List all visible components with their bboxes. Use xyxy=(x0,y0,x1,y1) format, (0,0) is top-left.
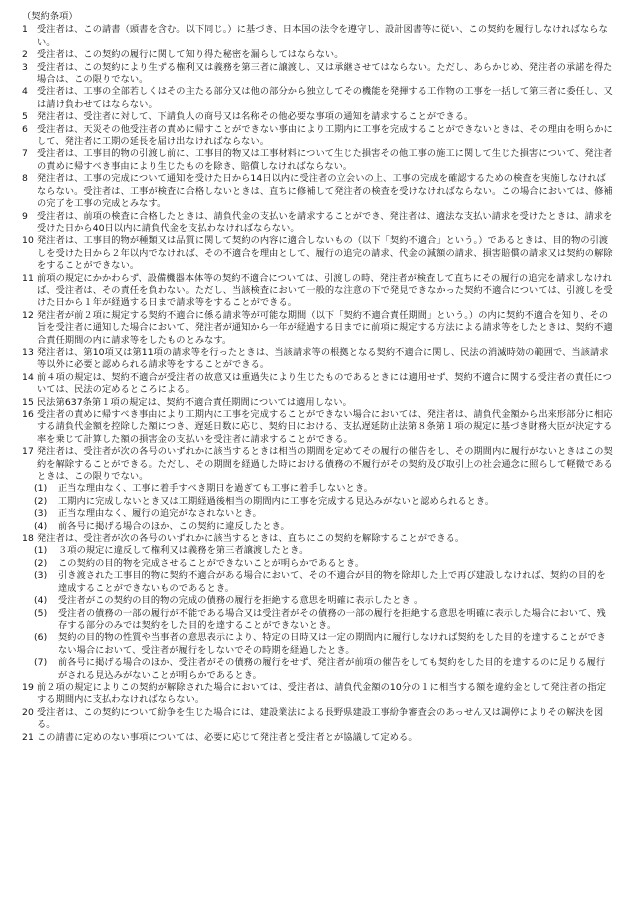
clause-list xyxy=(22,24,614,483)
clause-item-text: 受注者は、この契約の履行に関して知り得た秘密を漏らしてはならない。 xyxy=(37,49,344,61)
clause-item xyxy=(22,397,614,409)
clause-item-text: 受注者は、この契約により生ずる権利又は義務を第三者に譲渡し、又は承継させてはならない。ただし、あらかじめ、発注者の承諾を得た場合は、この限りでない。 xyxy=(37,61,613,86)
clause-item xyxy=(22,707,614,732)
closing-clauses xyxy=(22,682,614,744)
clause-18-subitem xyxy=(22,595,614,607)
clause-item-number: 9 xyxy=(22,210,28,222)
clause-item-number: 19 xyxy=(22,681,34,693)
clause-item xyxy=(22,273,614,310)
clause-18-subitem-number: (5) xyxy=(34,607,48,619)
clause-item-text: 受注者は、前項の検査に合格したときは、請負代金の支払いを請求することができ、発注者は、適法な支払い請求を受けたときは、請求を受けた日から40日以内に請負代金を支払わなければならない。 xyxy=(37,210,613,234)
clause-item-number: 16 xyxy=(22,409,34,420)
clause-item xyxy=(22,49,614,61)
clause-item xyxy=(22,24,614,49)
section-heading: （契約条項） xyxy=(22,11,78,22)
clause-18-subitem-text: 受注者がこの契約の目的物の完成の債務の履行を拒絶する意思を明確に表示したとき 。 xyxy=(58,595,424,607)
clause-item-number: 20 xyxy=(22,706,34,718)
clause-item xyxy=(22,148,614,173)
clause-item-text: 発注者は、第10項又は第11項の請求等を行ったときは、当該請求等の根拠となる契約不適合に関し、民法の消滅時効の範囲で、当該請求等以外に必要と認められる請求等をすることができる。 xyxy=(37,346,609,371)
clause-item-text: 受注者は、この請書（頭書を含む。以下同じ。）に基づき、日本国の法令を遵守し、設計図書等に従い、この契約を履行しなければならない。 xyxy=(37,24,608,48)
clause-item-text: 前項の規定にかかわらず、設備機器本体等の契約不適合については、引渡しの時、発注者が検査して直ちにその履行の追完を請求しなければ、受注者は、その責任を負わない。ただし、当該検査において一般的な注意の下で発見できなかった契約不適合については、引渡しを受けた日から１年が経過する日まで請求等をすることができる。 xyxy=(37,272,613,309)
clause-18-subitem-text: ３項の規定に違反して権利又は義務を第三者譲渡したとき。 xyxy=(58,545,309,557)
clause-item-number: 8 xyxy=(22,173,28,185)
clause-item-number: 7 xyxy=(22,148,28,160)
clause-item-number: 10 xyxy=(22,235,34,247)
clause-18-subitem-number: (2) xyxy=(34,557,48,569)
clause-item-number: 18 xyxy=(22,533,34,545)
clause-17-subitem xyxy=(22,483,614,495)
clause-18-subitem xyxy=(22,545,614,557)
clause-18-subitem-number: (7) xyxy=(34,657,48,669)
clause-item-number: 3 xyxy=(22,61,28,73)
clause-item-text: 発注者は、受注者に対して、下請負人の商号又は名称その他必要な事項の通知を請求することができる。 xyxy=(37,111,474,123)
clause-item xyxy=(22,409,614,446)
clause-18-subitem xyxy=(22,570,614,595)
clause-17-subitem xyxy=(22,508,614,520)
clause-item-number: 12 xyxy=(22,309,34,321)
clause-18-subitem xyxy=(22,657,614,682)
clause-item xyxy=(22,533,614,545)
clause-item xyxy=(22,372,614,397)
clause-item xyxy=(22,86,614,111)
clause-item-number: 2 xyxy=(22,49,28,61)
clause-17-subitem-text: 工期内に完成しないとき又は工期経過後相当の期間内に工事を完成する見込みがないと認められるとき。 xyxy=(58,495,495,507)
clause-18-subitem xyxy=(22,632,614,657)
clause-item xyxy=(22,682,614,707)
clause-item-text: 受注者の責めに帰すべき事由により工期内に工事を完成することができない場合においては、発注者は、請負代金額から出来形部分に相応する請負代金額を控除した額につき、遅延日数に応じ、契約日における、支払遅延防止法第８条第１項の規定に基づき財務大臣が決定する率を乗じて計算した額の損害金の支払いを受注者に請求することができる。 xyxy=(37,409,613,445)
clause-18-subitem-text: 受注者の債務の一部の履行が不能である場合又は受注者がその債務の一部の履行を拒絶する意思を明確に表示した場合において、残存する部分のみでは契約をした目的を達することができないとき。 xyxy=(58,607,606,631)
clause-item-text: 前４項の規定は、契約不適合が受注者の故意又は重過失により生じたものであるときには適用せず、契約不適合に関する受注者の責任については、民法の定めるところによる。 xyxy=(37,371,612,396)
clause-item-number: 14 xyxy=(22,371,34,383)
clause-item-text: 発注者は、工事の完成について通知を受けた日から14日以内に受注者の立会いの上、工事の完成を確認するための検査を実施しなければならない。受注者は、工事が検査に合格しないときは、直ちに修補して発注者の検査を受けなければならない。この場合においては、修補の完了を工事の完成とみなす。 xyxy=(37,173,613,210)
clause-item xyxy=(22,446,614,483)
clause-18-subitem-text: 契約の目的物の性質や当事者の意思表示により、特定の日時又は一定の期間内に履行しなければ契約をした目的を達することができない場合において、受注者が履行をしないでその時期を経過したとき。 xyxy=(58,632,606,656)
clause-item-number: 17 xyxy=(22,446,34,458)
clause-17-subitem-number: (1) xyxy=(34,483,48,495)
clause-18-subitem-text: 引き渡された工事目的物に契約不適合がある場合において、その不適合が目的物を除却した上で再び建設しなければ、契約の目的を達成することができないものであるとき。 xyxy=(58,570,606,594)
clause-item-number: 5 xyxy=(22,111,28,123)
clause-18-subitem-number: (4) xyxy=(34,595,48,607)
clause-18-subitem xyxy=(22,558,614,570)
clause-17-subitem xyxy=(22,496,614,508)
clause-item-text: 発注者は、工事目的物が種類又は品質に関して契約の内容に適合しないもの（以下「契約不適合」という。）であるときは、目的物の引渡しを受けた日から２年以内でなければ、その不適合を理由として、履行の追完の請求、代金の減額の請求、損害賠償の請求又は契約の解除をすることができない。 xyxy=(37,235,613,272)
clause-17-subitem-text: 正当な理由なく、履行の追完がなされないとき。 xyxy=(58,508,262,520)
clause-17-subitem-text: 前各号に掲げる場合のほか、この契約に違反したとき。 xyxy=(58,520,290,532)
clause-item-number: 15 xyxy=(22,396,34,408)
clause-item-text: 受注者は、天災その他受注者の責めに帰すことができない事由により工期内に工事を完成することができないときは、その理由を明らかにして、発注者に工期の延長を届け出なければならない。 xyxy=(37,123,613,148)
clause-item-text: 受注者は、工事目的物の引渡し前に、工事目的物又は工事材料について生じた損害その他工事の施工に関して生じた損害について、発注者の責めに帰すべき事由により生じたものを除き、賠償しなければならない。 xyxy=(37,148,613,172)
clause-item-text: 民法第637条第１項の規定は、契約不適合責任期間については適用しない。 xyxy=(37,396,352,408)
clause-item-number: 1 xyxy=(22,24,28,36)
clause-17-subitem-number: (4) xyxy=(34,520,48,532)
clause-18-subitem-text: この契約の目的物を完成させることができないことが明らかであるとき。 xyxy=(58,557,365,569)
clause-item-text: 受注者は、この契約について紛争を生じた場合には、建設業法による長野県建設工事紛争審査会のあっせん又は調停によりその解決を図る。 xyxy=(37,706,604,731)
clause-item-number: 21 xyxy=(22,731,34,743)
clause-item xyxy=(22,347,614,372)
clause-18-subitem-number: (3) xyxy=(34,570,48,582)
clause-item xyxy=(22,124,614,149)
clause-item-text: 発注者は、受注者が次の各号のいずれかに該当するときは、直ちにこの契約を解除することができる。 xyxy=(37,533,465,545)
clause-18-subitems xyxy=(22,545,614,681)
clause-item-number: 4 xyxy=(22,86,28,98)
clause-item-number: 11 xyxy=(22,272,34,284)
clause-17-subitem-number: (3) xyxy=(34,508,48,520)
clause-item-text: この請書に定めのない事項については、必要に応じて発注者と受注者とが協議して定める。 xyxy=(37,731,418,743)
clause-item-text: 受注者は、工事の全部若しくはその主たる部分又は他の部分から独立してその機能を発揮する工作物の工事を一括して第三者に委任し、又は請け負わせてはならない。 xyxy=(37,86,613,110)
clause-18-subitem xyxy=(22,608,614,633)
clause-item xyxy=(22,62,614,87)
clause-item xyxy=(22,173,614,210)
clause-18-subitem-number: (6) xyxy=(34,632,48,644)
clause-item xyxy=(22,111,614,123)
clause-item xyxy=(22,235,614,272)
clause-18 xyxy=(22,533,614,545)
clause-item-text: 前２項の規定によりこの契約が解除された場合においては、受注者は、請負代金額の10分の１に相当する額を違約金として発注者の指定する期間内に支払わなければならない。 xyxy=(37,681,607,706)
clause-17-subitem xyxy=(22,521,614,533)
clause-item-number: 6 xyxy=(22,123,28,135)
clause-17-subitem-number: (2) xyxy=(34,495,48,507)
clause-17-subitems xyxy=(22,483,614,533)
clause-18-subitem-text: 前各号に掲げる場合のほか、受注者がその債務の履行をせず、発注者が前項の催告をしても契約をした目的を達するのに足りる履行がされる見込みがないことが明らかであるとき。 xyxy=(58,657,606,681)
clause-item xyxy=(22,732,614,744)
clause-18-subitem-number: (1) xyxy=(34,545,48,557)
clause-17-subitem-text: 正当な理由なく、工事に着手すべき期日を過ぎても工事に着手しないとき。 xyxy=(58,483,374,495)
clause-item xyxy=(22,310,614,347)
clause-item-number: 13 xyxy=(22,346,34,358)
clause-item-text: 発注者が前２項に規定する契約不適合に係る請求等が可能な期間（以下「契約不適合責任期間」という。）の内に契約不適合を知り、その旨を受注者に通知した場合において、発注者が通知から一年が経過する日までに前項に規定する方法による請求等をしたときは、契約不適合責任期間の内に請求等をしたものとみなす。 xyxy=(37,309,613,346)
clause-item xyxy=(22,211,614,236)
clause-item-text: 発注者は、受注者が次の各号のいずれかに該当するときは相当の期間を定めてその履行の催告をし、その期間内に履行がないときはこの契約を解除することができる。ただし、その期間を経過した時における債務の不履行がその契約及び取引上の社会通念に照らして軽微であるときは、この限りでない。 xyxy=(37,446,613,483)
